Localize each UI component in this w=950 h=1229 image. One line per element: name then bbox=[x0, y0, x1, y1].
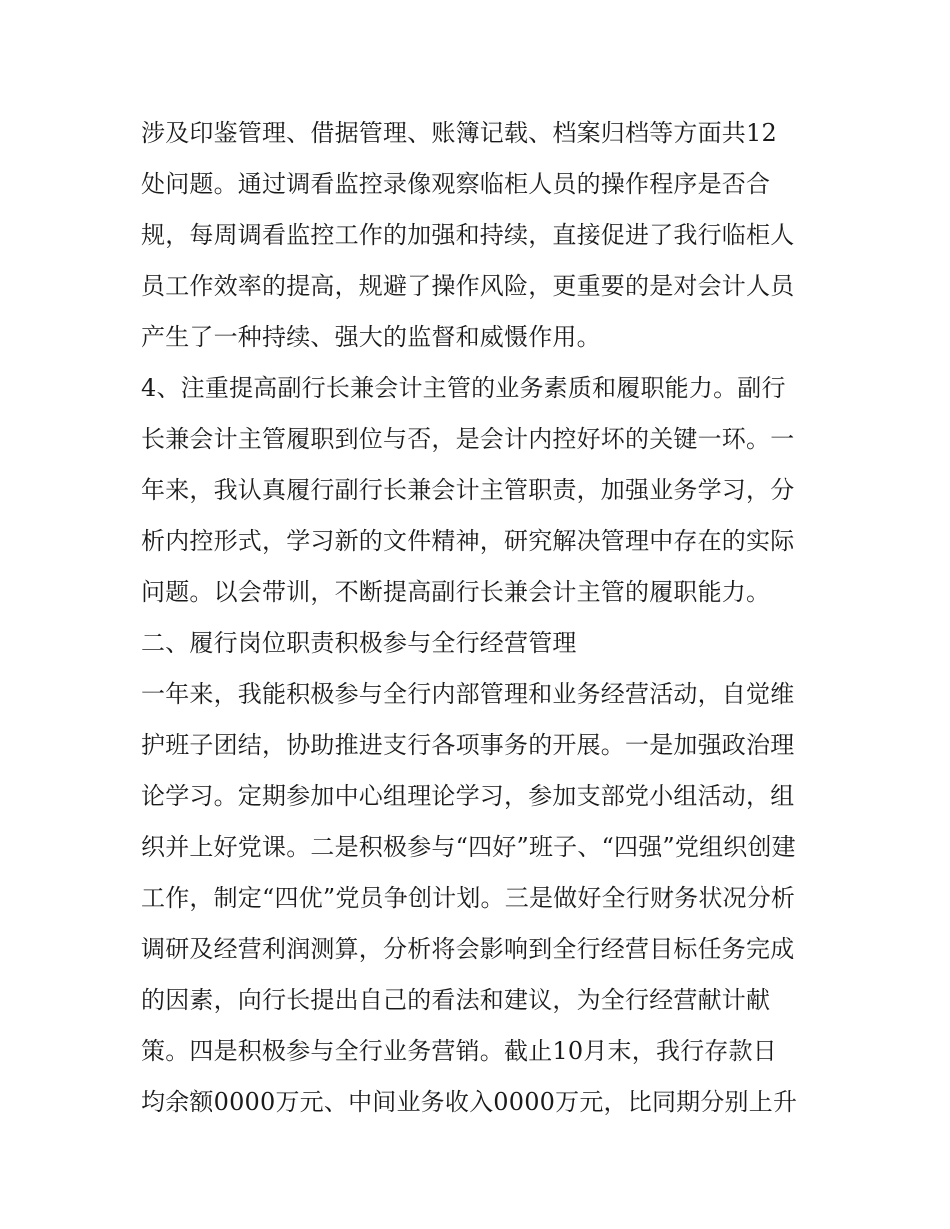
text-line: 论学习。定期参加中心组理论学习，参加支部党小组活动，组 bbox=[141, 782, 795, 810]
text-line: 工作，制定“四优”党员争创计划。三是做好全行财务状况分析 bbox=[141, 884, 796, 912]
text-line: 问题。以会带训，不断提高副行长兼会计主管的履职能力。 bbox=[141, 578, 771, 606]
document-body bbox=[141, 108, 821, 1128]
text-line: 涉及印鉴管理、借据管理、账簿记载、档案归档等方面共12 bbox=[141, 119, 777, 147]
text-line: 护班子团结，协助推进支行各项事务的开展。一是加强政治理 bbox=[141, 731, 795, 759]
text-line: 调研及经营利润测算，分析将会影响到全行经营目标任务完成 bbox=[141, 935, 795, 963]
text-line: 的因素，向行长提出自己的看法和建议，为全行经营献计献 bbox=[141, 986, 771, 1014]
text-line: 一年来，我能积极参与全行内部管理和业务经营活动，自觉维 bbox=[141, 680, 795, 708]
text-line: 年来，我认真履行副行长兼会计主管职责，加强业务学习，分 bbox=[141, 476, 795, 504]
text-line: 析内控形式，学习新的文件精神，研究解决管理中存在的实际 bbox=[141, 527, 795, 555]
text-line: 规，每周调看监控工作的加强和持续，直接促进了我行临柜人 bbox=[141, 221, 795, 249]
text-line: 织并上好党课。二是积极参与“四好”班子、“四强”党组织创建 bbox=[141, 833, 796, 861]
text-line: 均余额0000万元、中间业务收入0000万元，比同期分别上升 bbox=[141, 1088, 798, 1116]
text-line: 策。四是积极参与全行业务营销。截止10月末，我行存款日 bbox=[141, 1037, 777, 1065]
text-line: 产生了一种持续、强大的监督和威慑作用。 bbox=[141, 323, 601, 351]
text-line: 处问题。通过调看监控录像观察临柜人员的操作程序是否合 bbox=[141, 170, 771, 198]
text-line: 长兼会计主管履职到位与否，是会计内控好坏的关键一环。一 bbox=[141, 425, 795, 453]
text-line: 4、注重提高副行长兼会计主管的业务素质和履职能力。副行 bbox=[141, 374, 786, 402]
text-line: 员工作效率的提高，规避了操作风险，更重要的是对会计人员 bbox=[141, 272, 795, 300]
section-heading: 二、履行岗位职责积极参与全行经营管理 bbox=[141, 629, 577, 657]
